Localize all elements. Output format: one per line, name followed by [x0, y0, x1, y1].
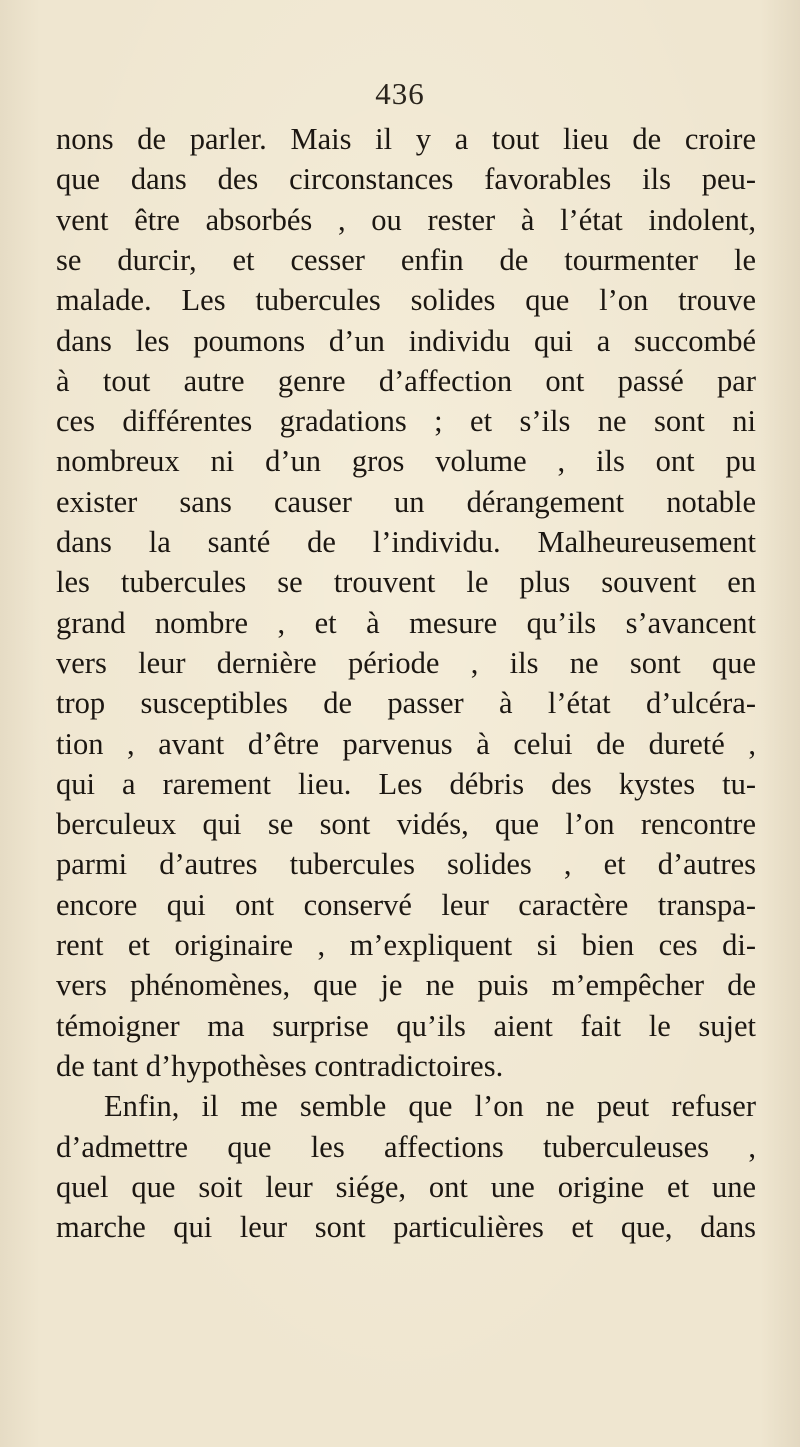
- text-line: vers leur dernière période , ils ne sont que: [56, 645, 756, 680]
- text-line: témoigner ma surprise qu’ils aient fait le sujet: [56, 1008, 756, 1043]
- text-line: vers phénomènes, que je ne puis m’empêcher de: [56, 968, 756, 1003]
- text-line: de tant d’hypothèses contradictoires.: [56, 1048, 504, 1083]
- text-line: ces différentes gradations ; et s’ils ne sont ni: [56, 404, 756, 439]
- text-line: les tubercules se trouvent le plus souvent en: [56, 565, 756, 600]
- text-line: dans la santé de l’individu. Malheureusement: [56, 525, 756, 559]
- text-line: tion , avant d’être parvenus à celui de dureté ,: [56, 726, 756, 761]
- text-line: à tout autre genre d’affection ont passé par: [56, 363, 756, 398]
- page-number: 436: [375, 76, 425, 111]
- text-line: nombreux ni d’un gros volume , ils ont pu: [56, 444, 756, 479]
- text-line: encore qui ont conservé leur caractère transpa-: [56, 887, 756, 922]
- text-line: marche qui leur sont particulières et que, dans: [56, 1210, 756, 1245]
- text-line: berculeux qui se sont vidés, que l’on rencontre: [56, 807, 756, 842]
- text-line: d’admettre que les affections tuberculeuses ,: [56, 1129, 756, 1164]
- text-line: exister sans causer un dérangement notable: [56, 484, 756, 519]
- text-line: rent et originaire , m’expliquent si bien ces di-: [56, 928, 756, 962]
- text-line: trop susceptibles de passer à l’état d’ulcéra-: [56, 686, 756, 721]
- text-line: que dans des circonstances favorables ils peu-: [56, 162, 756, 197]
- text-line: malade. Les tubercules solides que l’on trouve: [56, 283, 756, 318]
- text-line: grand nombre , et à mesure qu’ils s’avancent: [56, 605, 756, 640]
- text-line: dans les poumons d’un individu qui a succombé: [56, 323, 756, 358]
- text-line: Enfin, il me semble que l’on ne peut refuser: [104, 1089, 756, 1124]
- text-line: nons de parler. Mais il y a tout lieu de croire: [56, 122, 756, 156]
- text-line: parmi d’autres tubercules solides , et d’autres: [56, 847, 756, 882]
- text-line: vent être absorbés , ou rester à l’état indolent,: [56, 202, 756, 237]
- text-line: qui a rarement lieu. Les débris des kystes tu-: [56, 766, 756, 801]
- text-line: se durcir, et cesser enfin de tourmenter le: [56, 242, 756, 277]
- text-line: quel que soit leur siége, ont une origine et une: [56, 1169, 756, 1204]
